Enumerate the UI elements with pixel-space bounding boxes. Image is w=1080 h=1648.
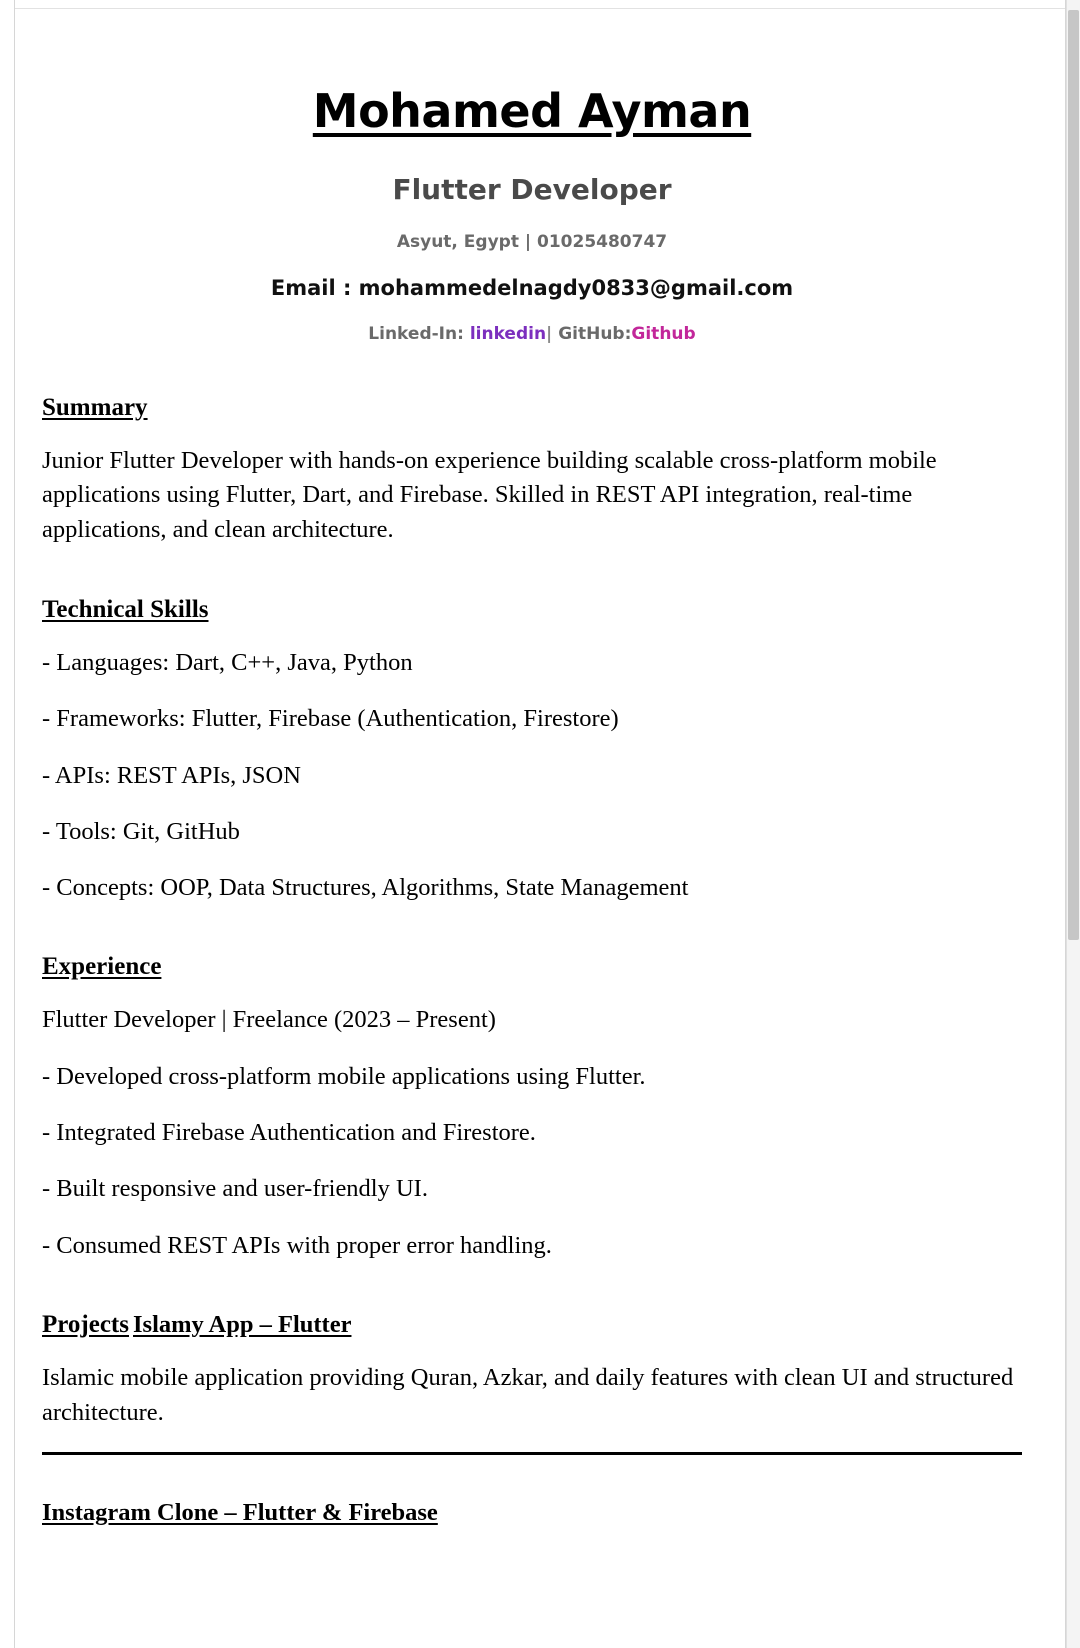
linkedin-label: Linked-In:	[368, 323, 464, 344]
summary-heading: Summary	[42, 393, 148, 421]
experience-item: - Built responsive and user-friendly UI.	[42, 1175, 428, 1203]
technical-skills-section	[42, 570, 1022, 905]
vertical-scrollbar[interactable]	[1066, 0, 1080, 1648]
links-separator: |	[546, 323, 553, 344]
candidate-job-title: Flutter Developer	[392, 172, 672, 206]
page-left-edge	[0, 0, 15, 1648]
skill-item: - APIs: REST APIs, JSON	[42, 761, 301, 789]
project-description-islamy: Islamic mobile application providing Quran, Azkar, and daily features with clean UI and structured architecture.	[42, 1363, 1014, 1426]
experience-item: - Developed cross-platform mobile applications using Flutter.	[42, 1062, 646, 1090]
experience-section	[42, 927, 1022, 1262]
contact-location-phone: Asyut, Egypt | 01025480747	[396, 231, 668, 252]
experience-heading: Experience	[42, 953, 162, 981]
github-link[interactable]: Github	[631, 323, 696, 344]
scrollbar-thumb[interactable]	[1068, 10, 1079, 940]
technical-skills-heading: Technical Skills	[42, 595, 209, 623]
projects-section	[42, 1285, 1022, 1548]
experience-item: - Integrated Firebase Authentication and Firestore.	[42, 1119, 536, 1147]
github-label: GitHub:	[558, 323, 632, 344]
summary-body: Junior Flutter Developer with hands-on experience building scalable cross-platform mobile applications using Flutter, Dart, and Firebase. Skilled in REST API integration, real-time applications, and clean architecture.	[42, 446, 937, 544]
skill-item: - Languages: Dart, C++, Java, Python	[42, 648, 413, 676]
candidate-name: Mohamed Ayman	[312, 84, 752, 138]
project-title-instagram-clone: Instagram Clone – Flutter & Firebase	[42, 1499, 438, 1527]
linkedin-link[interactable]: linkedin	[469, 323, 547, 344]
projects-heading: Projects	[42, 1310, 129, 1338]
contact-links	[42, 324, 1022, 344]
experience-role: Flutter Developer | Freelance (2023 – Present)	[42, 1006, 496, 1034]
contact-email: Email : mohammedelnagdy0833@gmail.com	[270, 275, 794, 300]
skill-item: - Tools: Git, GitHub	[42, 817, 240, 845]
section-divider	[42, 1452, 1022, 1455]
project-title-islamy: Islamy App – Flutter	[133, 1310, 352, 1338]
resume-content	[42, 0, 1022, 1547]
summary-section	[42, 368, 1022, 548]
skill-item: - Frameworks: Flutter, Firebase (Authentication, Firestore)	[42, 705, 619, 733]
skill-item: - Concepts: OOP, Data Structures, Algorithms, State Management	[42, 874, 689, 902]
experience-item: - Consumed REST APIs with proper error handling.	[42, 1231, 552, 1259]
